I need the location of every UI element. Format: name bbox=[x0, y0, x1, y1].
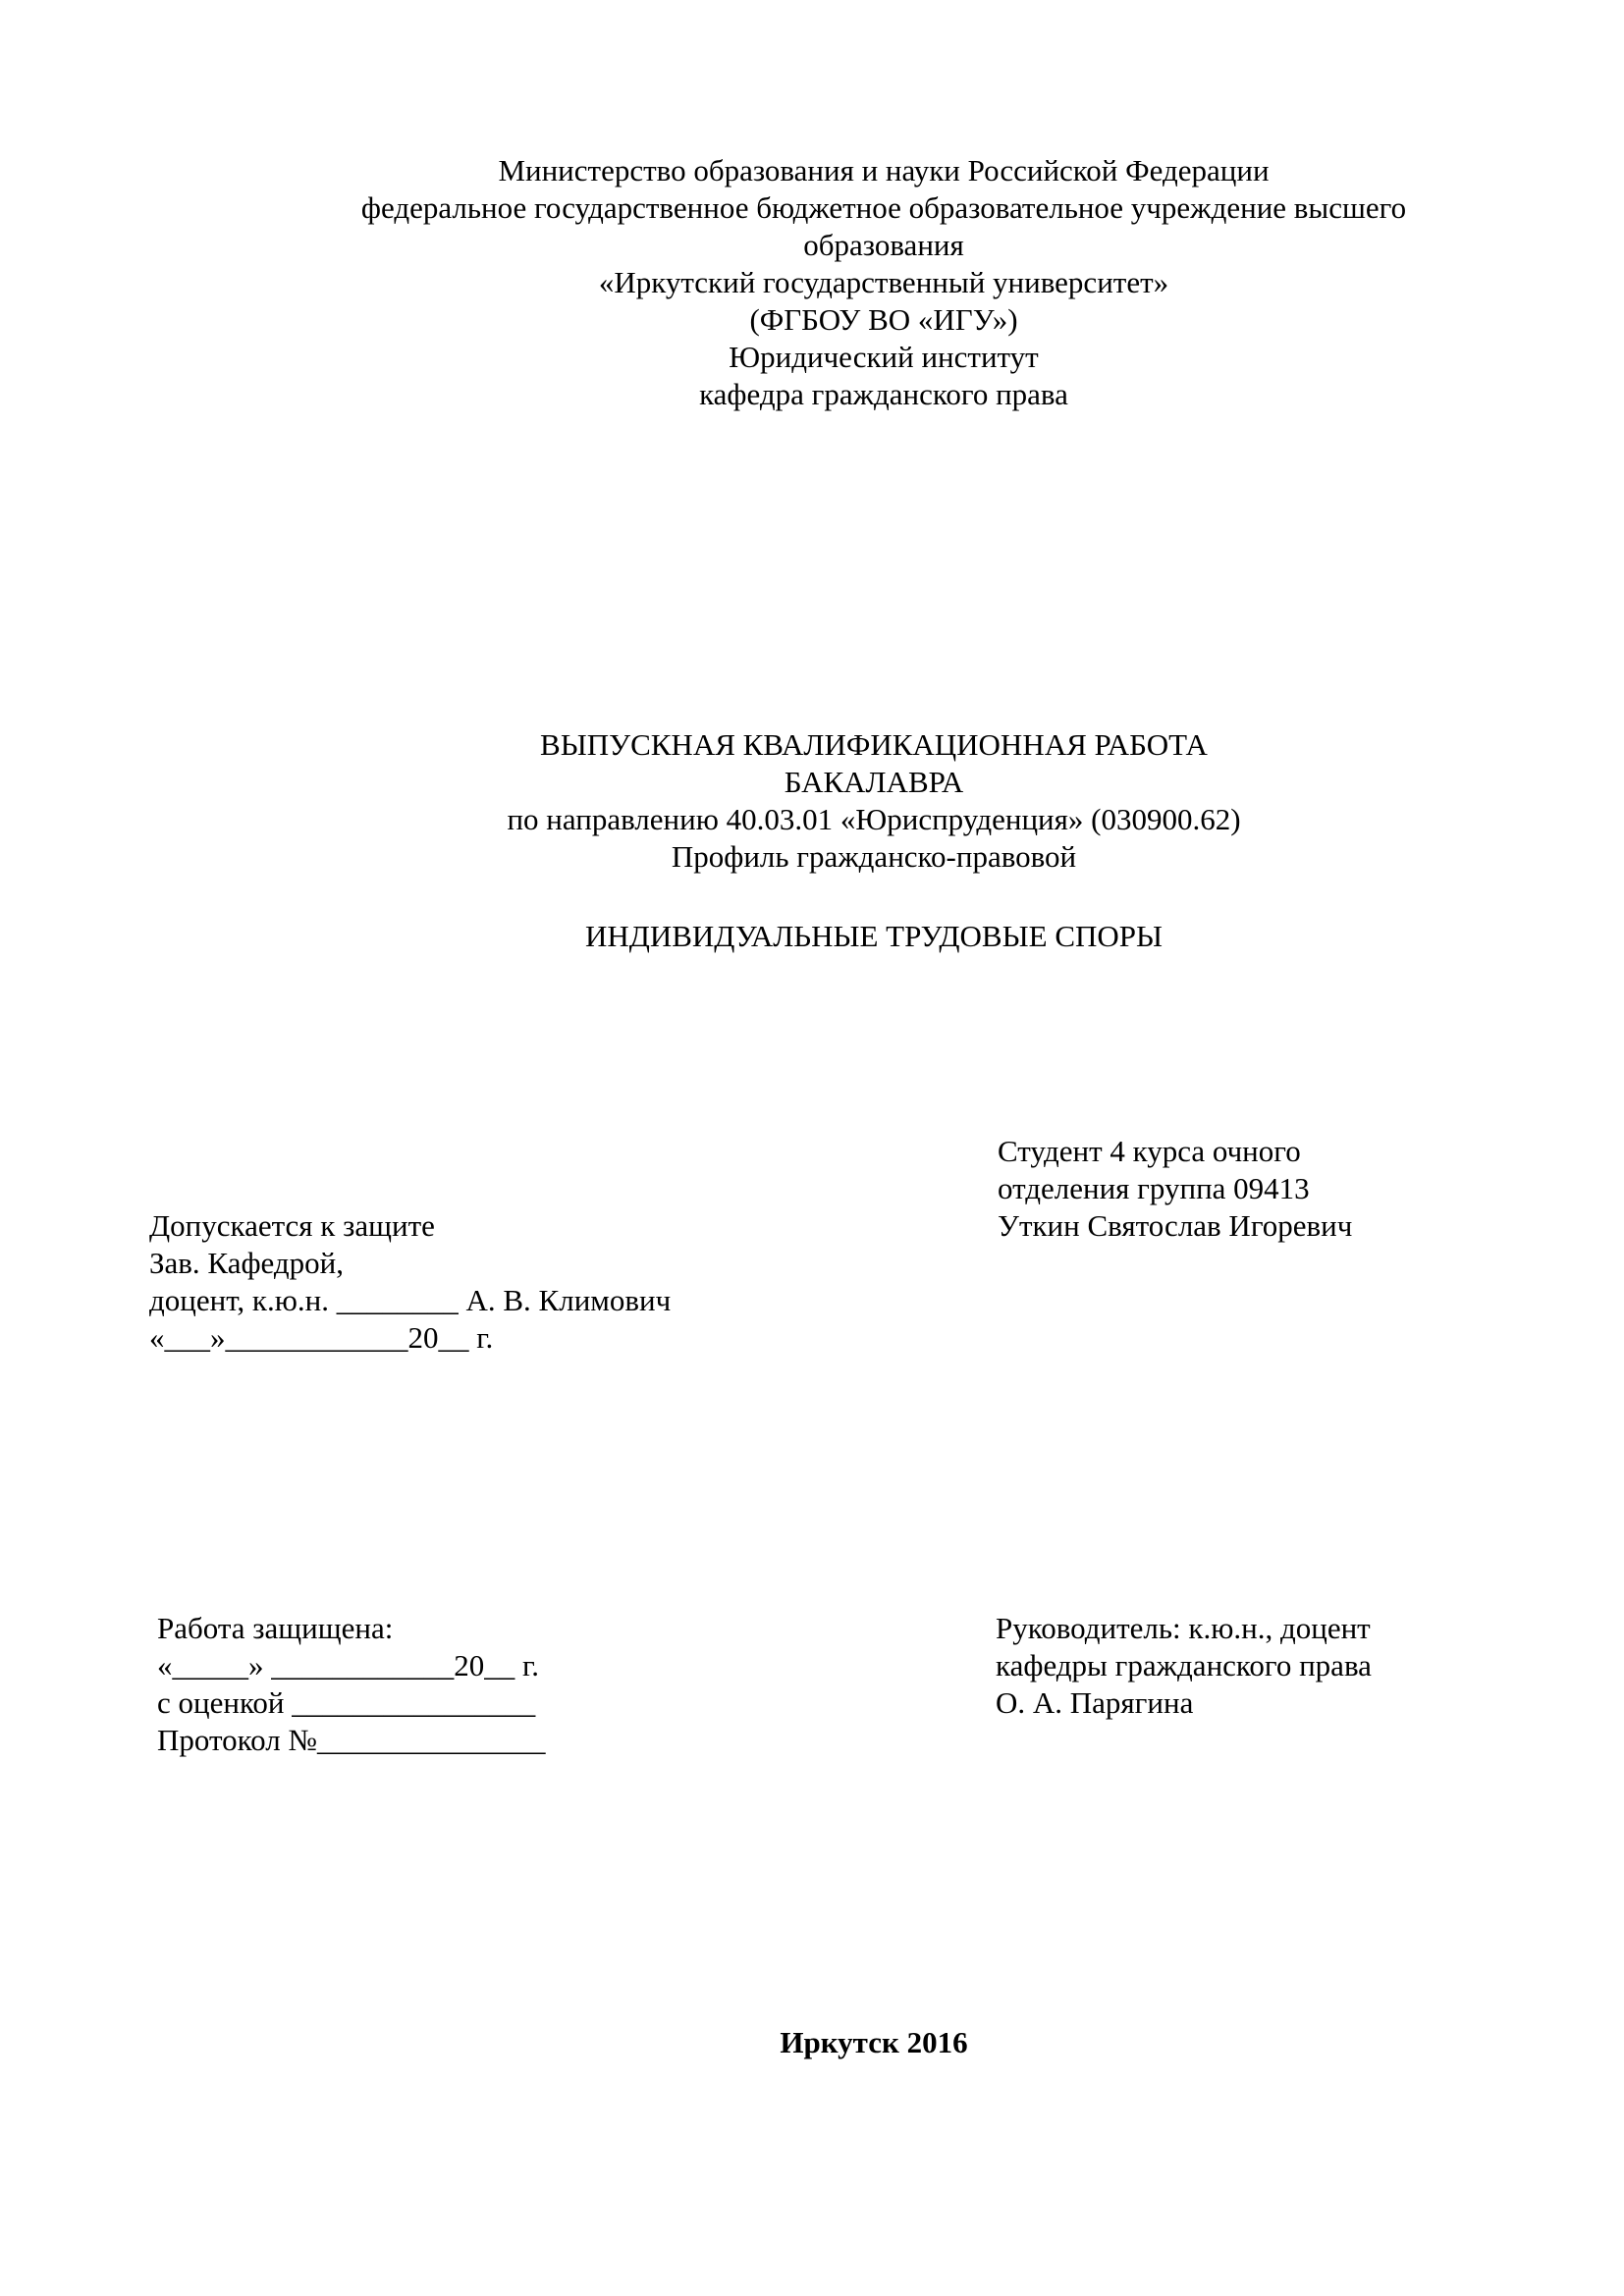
university-abbreviation: (ФГБОУ ВО «ИГУ») bbox=[749, 302, 1018, 337]
defense-heading: Работа защищена: bbox=[157, 1611, 394, 1645]
head-of-department-label: Зав. Кафедрой, bbox=[149, 1246, 345, 1280]
student-info bbox=[998, 1133, 1587, 1245]
city-year-footer bbox=[334, 2024, 1414, 2061]
institution-type-line: федеральное государственное бюджетное образовательное учреждение высшего bbox=[360, 190, 1407, 225]
thesis-title: ИНДИВИДУАЛЬНЫЕ ТРУДОВЫЕ СПОРЫ bbox=[584, 919, 1164, 953]
institute-name: Юридический институт bbox=[729, 340, 1039, 374]
supervisor-name: О. А. Парягина bbox=[996, 1685, 1194, 1720]
specialty-line: по направлению 40.03.01 «Юриспруденция» (030900.62) bbox=[507, 802, 1241, 836]
profile-line: Профиль гражданско-правовой bbox=[671, 839, 1077, 874]
thesis-topic bbox=[334, 918, 1414, 955]
student-group-line: отделения группа 09413 bbox=[998, 1171, 1310, 1205]
defense-date-line: «_____» ____________20__ г. bbox=[157, 1648, 539, 1682]
thesis-type-block bbox=[334, 726, 1414, 876]
institution-type-line-continued: образования bbox=[803, 228, 964, 262]
grade-line: с оценкой ________________ bbox=[157, 1685, 536, 1720]
department-name: кафедра гражданского права bbox=[699, 377, 1068, 411]
city-year: Иркутск 2016 bbox=[780, 2025, 968, 2059]
admission-date-line: «___»____________20__ г. bbox=[149, 1320, 494, 1355]
defense-block bbox=[157, 1610, 943, 1759]
head-of-department-signature-line: доцент, к.ю.н. ________ А. В. Климович bbox=[149, 1283, 672, 1317]
supervisor-info bbox=[996, 1610, 1585, 1722]
student-course-line: Студент 4 курса очного bbox=[998, 1134, 1301, 1168]
admission-heading: Допускается к защите bbox=[149, 1208, 435, 1243]
student-name: Уткин Святослав Игоревич bbox=[998, 1208, 1353, 1243]
university-name: «Иркутский государственный университет» bbox=[598, 265, 1169, 299]
document-header bbox=[255, 152, 1512, 413]
admission-block bbox=[149, 1207, 935, 1357]
ministry-line: Министерство образования и науки Российской Федерации bbox=[498, 153, 1270, 187]
degree-line: БАКАЛАВРА bbox=[784, 765, 964, 799]
supervisor-department-line: кафедры гражданского права bbox=[996, 1648, 1372, 1682]
protocol-line: Протокол №_______________ bbox=[157, 1723, 546, 1757]
supervisor-title-line: Руководитель: к.ю.н., доцент bbox=[996, 1611, 1371, 1645]
thesis-type-line: ВЫПУСКНАЯ КВАЛИФИКАЦИОННАЯ РАБОТА bbox=[540, 727, 1208, 762]
